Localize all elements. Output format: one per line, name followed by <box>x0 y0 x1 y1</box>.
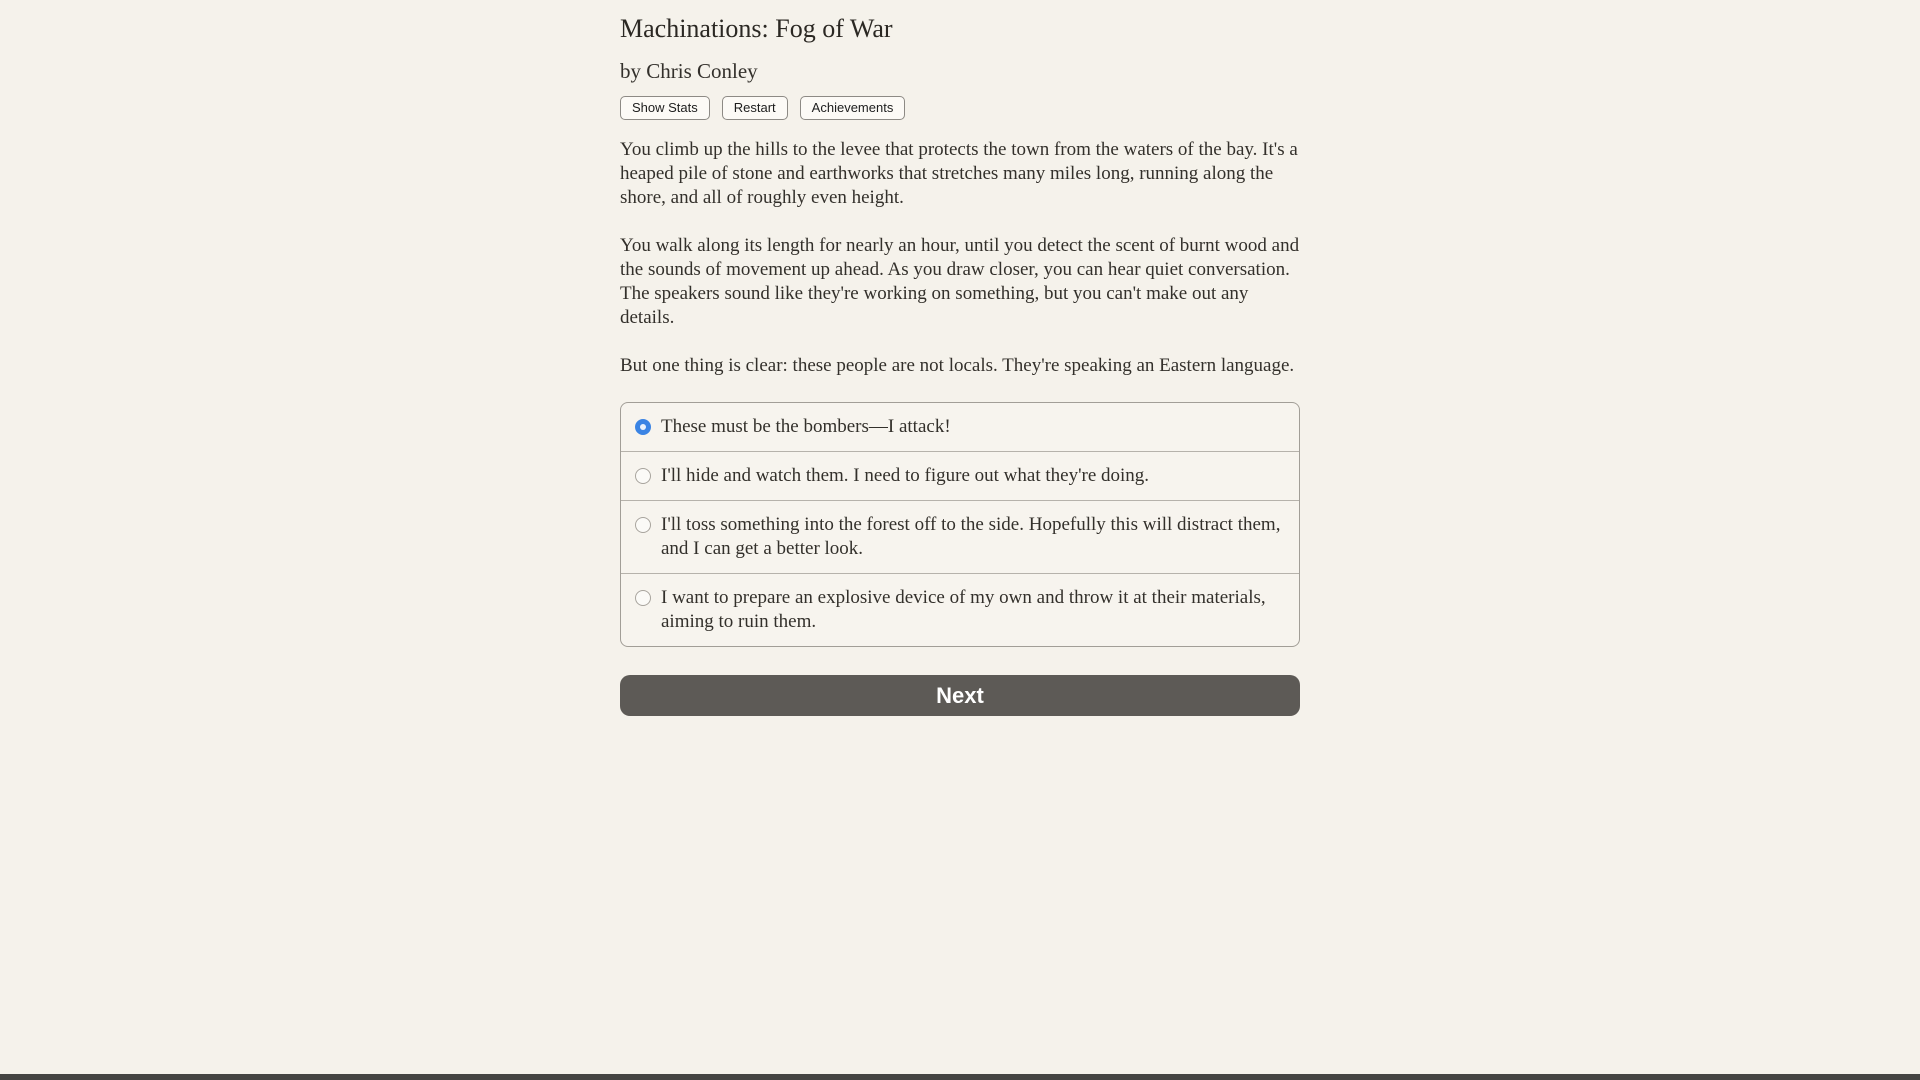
choice-list <box>620 402 1300 647</box>
choice-option[interactable] <box>621 573 1299 646</box>
game-content-column <box>620 0 1300 716</box>
choice-option[interactable] <box>621 451 1299 500</box>
story-paragraph: You walk along its length for nearly an hour, until you detect the scent of burnt wood and the sounds of movement up ahead. As you draw closer, you can hear quiet conversation. The speakers sound like they're working on something, but you can't make out any details. <box>620 235 1300 328</box>
author-byline: by Chris Conley <box>620 59 758 83</box>
choice-label: I want to prepare an explosive device of my own and throw it at their materials, aiming to ruin them. <box>661 587 1266 632</box>
choice-option[interactable] <box>621 403 1299 451</box>
choice-option[interactable] <box>621 500 1299 573</box>
restart-button[interactable]: Restart <box>722 96 788 120</box>
story-text <box>620 138 1300 378</box>
choice-label: These must be the bombers—I attack! <box>661 416 951 437</box>
story-paragraph: But one thing is clear: these people are not locals. They're speaking an Eastern language. <box>620 355 1295 376</box>
radio-button[interactable] <box>635 590 651 606</box>
page-title: Machinations: Fog of War <box>620 14 893 43</box>
story-paragraph: You climb up the hills to the levee that protects the town from the waters of the bay. It's a heaped pile of stone and earthworks that stretches many miles long, running along the shore, and all of roughly even height. <box>620 139 1298 208</box>
show-stats-button[interactable]: Show Stats <box>620 96 710 120</box>
bottom-edge-bar <box>0 1074 1920 1080</box>
achievements-button[interactable]: Achievements <box>800 96 906 120</box>
choice-label: I'll hide and watch them. I need to figure out what they're doing. <box>661 465 1150 486</box>
radio-button[interactable] <box>635 468 651 484</box>
toolbar <box>620 96 1300 120</box>
radio-button[interactable] <box>635 517 651 533</box>
choice-label: I'll toss something into the forest off to the side. Hopefully this will distract them, and I can get a better look. <box>661 514 1281 559</box>
next-button[interactable]: Next <box>620 675 1300 716</box>
radio-button[interactable] <box>635 419 651 435</box>
